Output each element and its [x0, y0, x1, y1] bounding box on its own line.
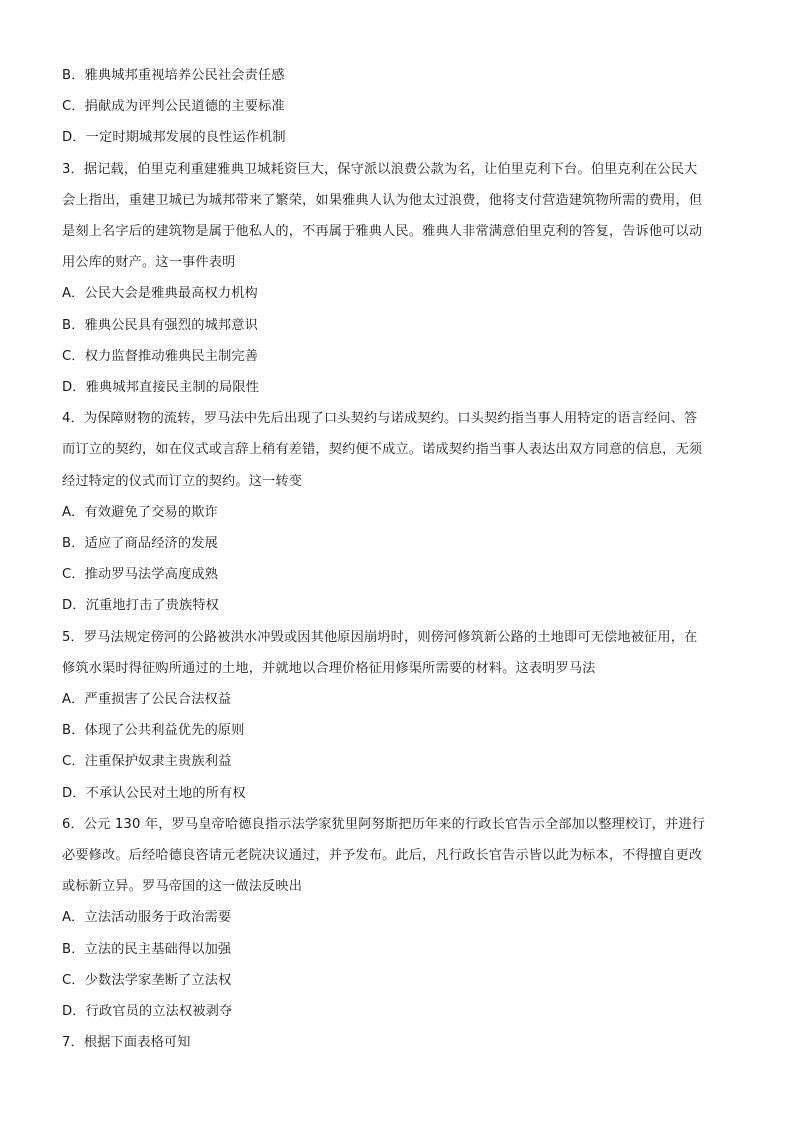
option-b: B．适应了商品经济的发展 — [62, 536, 218, 552]
option-d: D．行政官员的立法权被剥夺 — [62, 1004, 233, 1020]
option-d: D．一定时期城邦发展的良性运作机制 — [62, 130, 286, 146]
option-d: D．雅典城邦直接民主制的局限性 — [62, 380, 260, 396]
option-b: B．体现了公共利益优先的原则 — [62, 723, 245, 739]
option-a: A．严重损害了公民合法权益 — [62, 692, 232, 708]
question-stem-line: 用公库的财产。这一事件表明 — [62, 255, 236, 271]
question-3 — [62, 154, 734, 404]
question-stem-line: 而订立的契约，如在仪式或言辞上稍有差错，契约便不成立。诺成契约指当事人表达出双方同意的信息，无须 — [62, 442, 703, 458]
question-stem-line: 会上指出，重建卫城已为城邦带来了繁荣，如果雅典人认为他太过浪费，他将支付营造建筑物所需的费用，但 — [62, 192, 703, 208]
option-a: A．有效避免了交易的欺诈 — [62, 504, 218, 520]
question-stem-line: 5．罗马法规定傍河的公路被洪水冲毁或因其他原因崩坍时，则傍河修筑新公路的土地即可无偿地被征用，在 — [62, 629, 698, 645]
question-stem-line: 是刻上名字后的建筑物是属于他私人的，不再属于雅典人民。雅典人非常满意伯里克利的答复，告诉他可以动 — [62, 224, 703, 240]
option-b: B．雅典公民具有强烈的城邦意识 — [62, 317, 258, 333]
question-stem-line: 经过特定的仪式而订立的契约。这一转变 — [62, 473, 303, 489]
option-b: B．雅典城邦重视培养公民社会责任感 — [62, 68, 285, 83]
question-5 — [62, 622, 734, 809]
question-stem-line: 修筑水渠时得征购所通过的土地，并就地以合理价格征用修渠所需要的材料。这表明罗马法 — [62, 660, 596, 676]
question-6 — [62, 809, 734, 1027]
question-stem-line: 4．为保障财物的流转，罗马法中先后出现了口头契约与诺成契约。口头契约指当事人用特定的语言经问、答 — [62, 411, 698, 427]
option-d: D．沉重地打击了贵族特权 — [62, 598, 220, 614]
option-a: A．立法活动服务于政治需要 — [62, 910, 232, 926]
previous-question-options — [62, 60, 734, 154]
question-7 — [62, 1027, 734, 1058]
question-stem-line: 必要修改。后经哈德良咨请元老院决议通过，并予发布。此后，凡行政长官告示皆以此为标本，不得擅自更改 — [62, 848, 703, 864]
option-c: C．权力监督推动雅典民主制完善 — [62, 348, 259, 364]
exam-page — [62, 60, 734, 1059]
option-a: A．公民大会是雅典最高权力机构 — [62, 286, 258, 302]
option-c: C．推动罗马法学高度成熟 — [62, 567, 219, 583]
question-4 — [62, 403, 734, 621]
option-c: C．捐献成为评判公民道德的主要标准 — [62, 99, 285, 115]
question-stem-line: 6．公元 130 年，罗马皇帝哈德良指示法学家犹里阿努斯把历年来的行政长官告示全部加以整理校订，并进行 — [62, 816, 706, 832]
option-b: B．立法的民主基础得以加强 — [62, 941, 232, 957]
option-c: C．注重保护奴隶主贵族利益 — [62, 754, 232, 770]
question-stem-line: 3．据记载，伯里克利重建雅典卫城耗资巨大，保守派以浪费公款为名，让伯里克利下台。伯里克利在公民大 — [62, 161, 698, 177]
option-c: C．少数法学家垄断了立法权 — [62, 972, 232, 988]
option-d: D．不承认公民对土地的所有权 — [62, 785, 246, 801]
question-stem-line: 7．根据下面表格可知 — [62, 1035, 191, 1051]
question-stem-line: 或标新立异。罗马帝国的这一做法反映出 — [62, 879, 303, 895]
